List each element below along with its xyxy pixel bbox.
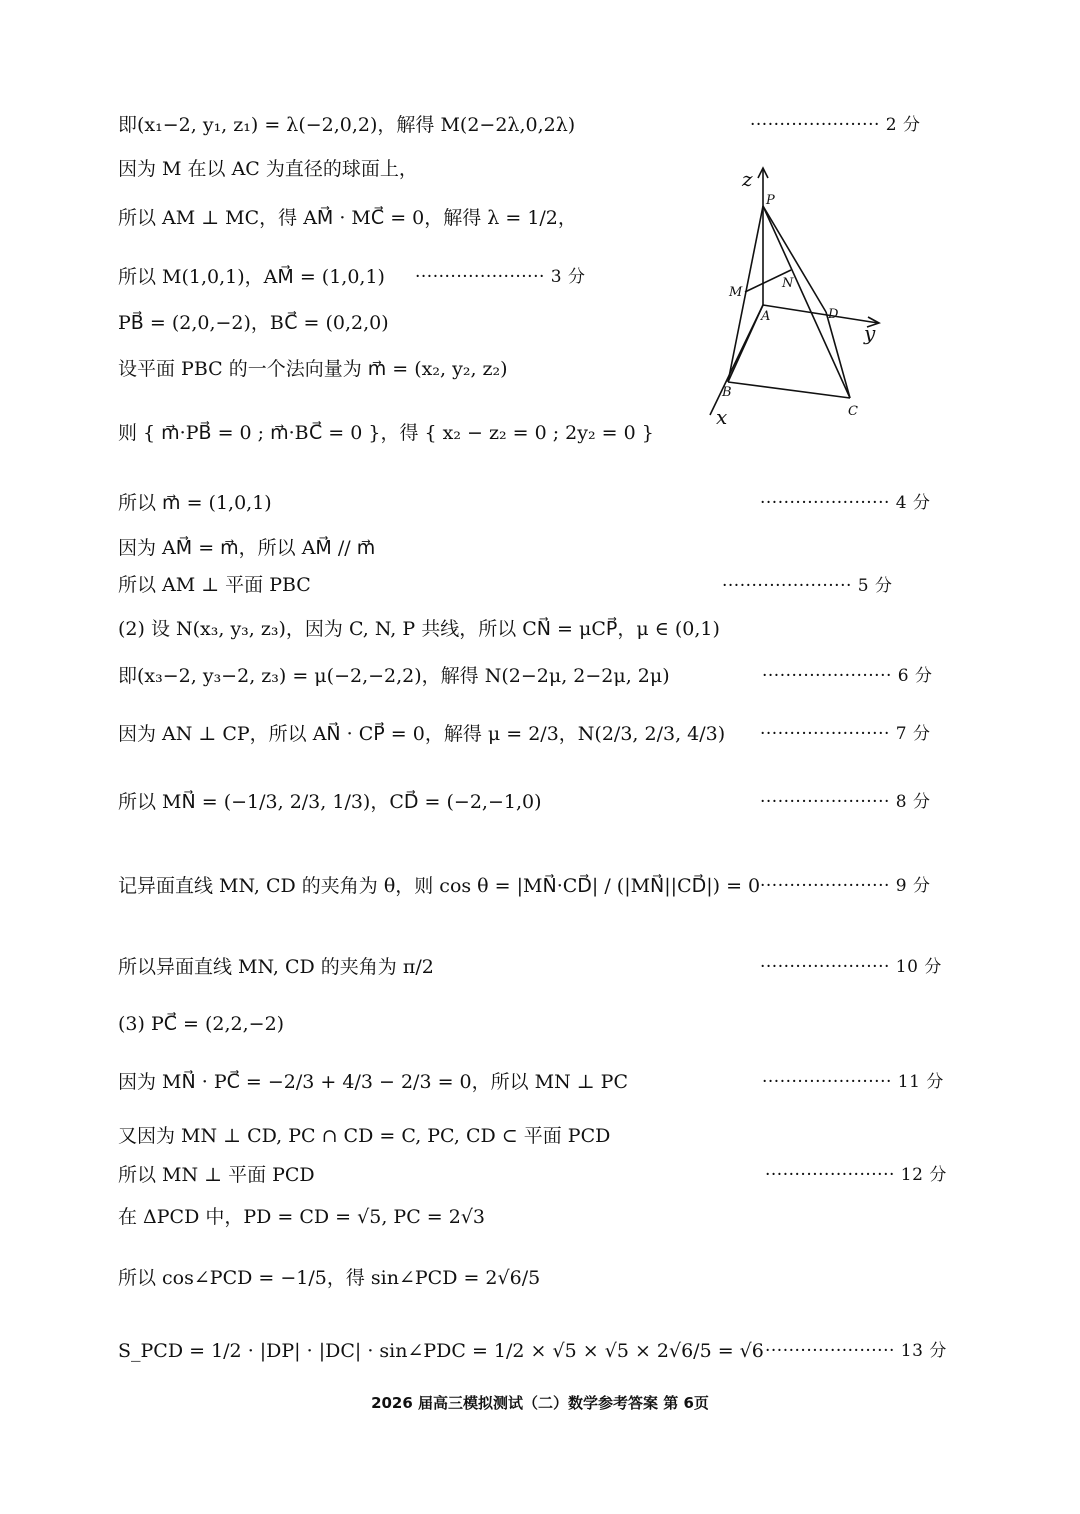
pyramid-figure [700,160,900,430]
edge-DC [826,312,850,398]
label-A: A [761,309,771,324]
score-mark: ······················ 3 分 [415,267,586,287]
solution-line: 又因为 MN ⊥ CD, PC ∩ CD = C, PC, CD ⊂ 平面 PCD [118,1125,611,1147]
solution-line: 设平面 PBC 的一个法向量为 m⃗ = (x₂, y₂, z₂) [118,358,508,380]
solution-line: 因为 M 在以 AC 为直径的球面上， [118,158,418,180]
label-z: z [742,167,753,191]
solution-line: 所以 m⃗ = (1,0,1) [118,492,272,514]
score-mark: ······················ 5 分 [722,576,893,596]
score-mark: ······················ 10 分 [760,957,942,977]
solution-line: 记异面直线 MN, CD 的夹角为 θ，则 cos θ = |MN⃗·CD⃗| / (|MN⃗||CD⃗|) = 0 [118,875,761,897]
score-mark: ······················ 4 分 [760,493,931,513]
score-mark: ······················ 11 分 [762,1072,944,1092]
solution-line: 因为 AN ⊥ CP，所以 AN⃗ · CP⃗ = 0，解得 μ = 2/3，N(2/3, 2/3, 4/3) [118,723,726,745]
solution-line: 所以 MN ⊥ 平面 PCD [118,1164,315,1186]
score-mark: ······················ 2 分 [750,115,921,135]
label-y: y [864,321,876,345]
solution-line: 即(x₁−2, y₁, z₁) = λ(−2,0,2)，解得 M(2−2λ,0,2λ) [118,114,576,136]
solution-line: 则 { m⃗·PB⃗ = 0 ; m⃗·BC⃗ = 0 }，得 { x₂ − z₂ = 0 ; 2y₂ = 0 } [118,422,654,444]
label-M: M [729,285,743,300]
page-footer: 2026 届高三模拟测试（二）数学参考答案 第 6页 [371,1394,709,1412]
label-x: x [716,405,728,429]
score-mark: ······················ 7 分 [760,724,931,744]
score-mark: ······················ 6 分 [762,666,933,686]
solution-line: PB⃗ = (2,0,−2)，BC⃗ = (0,2,0) [118,312,389,334]
solution-line: 所以 AM ⊥ MC，得 AM⃗ · MC⃗ = 0，解得 λ = 1/2， [118,207,577,229]
edge-PC [763,206,850,398]
label-D: D [828,307,839,322]
solution-line: 在 ΔPCD 中，PD = CD = √5, PC = 2√3 [118,1206,486,1228]
solution-line: 即(x₃−2, y₃−2, z₃) = μ(−2,−2,2)，解得 N(2−2μ, 2−2μ, 2μ) [118,665,670,687]
solution-line: 因为 AM⃗ = m⃗，所以 AM⃗ // m⃗ [118,537,376,559]
score-mark: ······················ 13 分 [765,1341,947,1361]
edge-BC [728,382,850,398]
label-C: C [848,404,858,419]
label-N: N [782,276,794,291]
label-B: B [722,385,732,400]
solution-line: (3) PC⃗ = (2,2,−2) [118,1013,285,1035]
solution-line: 所以异面直线 MN, CD 的夹角为 π/2 [118,956,434,978]
solution-line: 因为 MN⃗ · PC⃗ = −2/3 + 4/3 − 2/3 = 0，所以 MN ⊥ PC [118,1071,629,1093]
solution-line: 所以 MN⃗ = (−1/3, 2/3, 1/3)，CD⃗ = (−2,−1,0) [118,791,542,813]
solution-line: 所以 AM ⊥ 平面 PBC [118,574,311,596]
y-axis [763,305,878,323]
edge-BA [728,305,763,382]
score-mark: ······················ 8 分 [760,792,931,812]
solution-line: 所以 M(1,0,1)，AM⃗ = (1,0,1) [118,266,385,288]
solution-line: 所以 cos∠PCD = −1/5，得 sin∠PCD = 2√6/5 [118,1267,541,1289]
edge-PD [763,206,826,312]
label-P: P [766,193,775,208]
score-mark: ······················ 12 分 [765,1165,947,1185]
solution-line: (2) 设 N(x₃, y₃, z₃)，因为 C, N, P 共线，所以 CN⃗ = μCP⃗，μ ∈ (0,1) [118,618,720,640]
score-mark: ······················ 9 分 [760,876,931,896]
solution-line: S_PCD = 1/2 · |DP| · |DC| · sin∠PDC = 1/2 × √5 × √5 × 2√6/5 = √6 [118,1340,764,1362]
